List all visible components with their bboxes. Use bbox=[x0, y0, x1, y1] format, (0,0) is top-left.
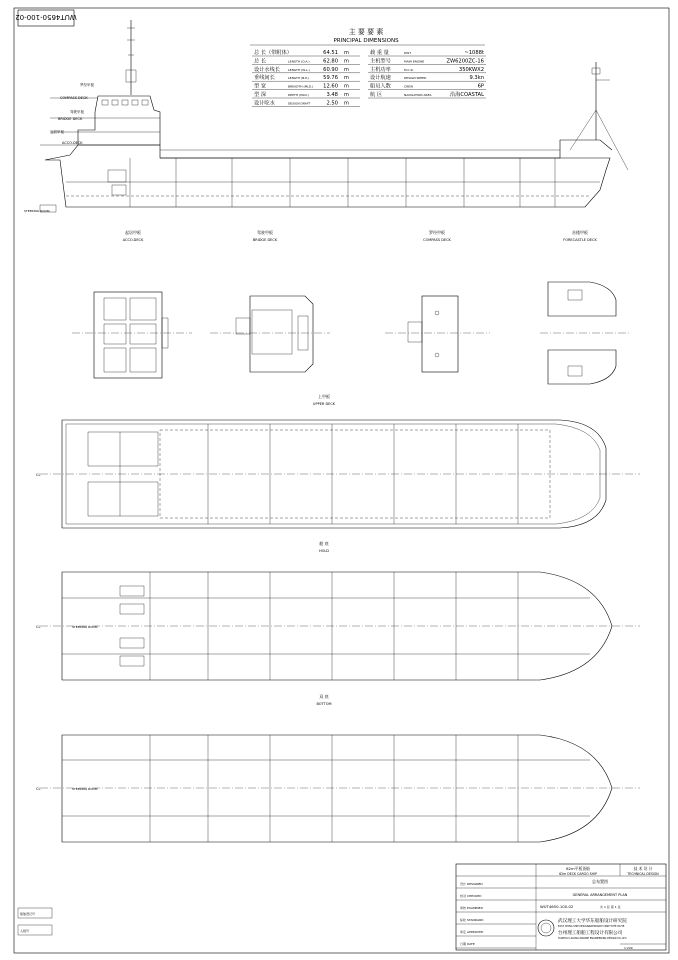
dim-right-value: 9.3kn bbox=[469, 75, 484, 82]
dim-left-value: 3.48 bbox=[326, 92, 338, 98]
dim-left-label: 总 长（带附体） bbox=[254, 50, 292, 56]
title-left-row: 校对 CHECKED bbox=[460, 894, 482, 898]
upper-deck-plan bbox=[36, 420, 640, 528]
upper-deck-title-cn: 上甲板 bbox=[318, 394, 330, 399]
dim-left-label: 型 深 bbox=[254, 92, 267, 98]
ship-name-en: 62m DECK CARGO SHIP bbox=[559, 872, 597, 876]
acco-deck-plan-title-cn: 起居甲板 bbox=[125, 230, 141, 235]
dim-right-value: 6P bbox=[477, 83, 484, 90]
dim-right-label-en: DESIGN SPEED bbox=[404, 76, 427, 81]
title-left-row: 审核 EXAMINED bbox=[460, 906, 483, 910]
ship-name-cn: 62m平板货船 bbox=[566, 866, 590, 871]
dim-left-unit: m bbox=[344, 100, 349, 107]
dim-left-label: 设计水线长 bbox=[254, 66, 280, 73]
bottom-title: BOTTOM bbox=[316, 702, 332, 706]
dim-left-value: 2.50 bbox=[326, 100, 338, 107]
design-stage-cn: 技 术 设 计 bbox=[633, 866, 653, 871]
bridge-deck-plan-title-cn: 驾驶甲板 bbox=[257, 230, 273, 235]
principal-dimensions-title-en: PRINCIPAL DIMENSIONS bbox=[333, 38, 399, 44]
bridge-deck-label: BRIDGE DECK bbox=[58, 117, 83, 121]
dim-left-unit: m bbox=[344, 58, 349, 65]
margin-stamp-2: 入级号 bbox=[20, 929, 30, 933]
dim-right-value: ZW6200ZC-16 bbox=[446, 58, 484, 65]
dim-right-label-en: MAIN ENGINE bbox=[404, 59, 425, 64]
dim-right-value: 350KWX2 bbox=[458, 66, 484, 73]
title-block bbox=[456, 864, 666, 950]
dim-left-value: 62.80 bbox=[323, 58, 338, 65]
dim-left-value: 12.60 bbox=[323, 83, 338, 90]
dim-left-value: 59.76 bbox=[323, 75, 338, 82]
dim-left-label-en: LENGTH (B.P.) bbox=[288, 76, 309, 81]
dim-right-label-en: CREW bbox=[404, 84, 414, 89]
sheet-info: 共 1 张 第 1 张 bbox=[600, 905, 621, 909]
hold-cl-mark: CL bbox=[36, 625, 41, 629]
forecastle-deck-plan-title: FORECASTLE DECK bbox=[563, 238, 597, 242]
compass-deck-label: COMPASS DECK bbox=[60, 96, 88, 100]
profile-view bbox=[24, 20, 628, 213]
hold-title-cn: 舱 底 bbox=[319, 541, 329, 546]
bridge-deck-label-cn: 驾驶甲板 bbox=[70, 110, 84, 114]
title-left-row: 设计 DESIGNED bbox=[460, 882, 483, 886]
dim-right-label: 主机型号 bbox=[370, 58, 391, 65]
dim-left-value: 60.90 bbox=[323, 66, 338, 73]
hold-steering-label: STEERING ROOM bbox=[72, 625, 98, 629]
principal-dimensions-title-cn: 主 要 要 素 bbox=[348, 28, 384, 36]
compass-deck-plan bbox=[385, 229, 490, 372]
dim-left-label-en: DESIGN DRAFT bbox=[288, 101, 311, 106]
accommodation-deck-plan bbox=[72, 229, 192, 378]
drawing-title-cn: 总布置图 bbox=[592, 879, 608, 884]
dim-left-label: 垂线间长 bbox=[254, 75, 275, 82]
dim-left-label-en: LENGTH (W.L.) bbox=[288, 67, 310, 72]
acco-deck-plan-title: ACCO.DECK bbox=[122, 238, 144, 242]
dim-right-label-en: NAVIGATION AREA bbox=[404, 93, 432, 97]
dim-right-label: 载 重 量 bbox=[370, 50, 389, 56]
dim-left-label: 型 宽 bbox=[254, 83, 267, 90]
title-left-row: 日期 DATE bbox=[460, 942, 475, 946]
profile-steering-label: STEERING ROOM bbox=[24, 209, 50, 213]
dim-left-unit: m bbox=[344, 92, 349, 98]
hold-title: HOLD bbox=[318, 549, 330, 553]
company2-en: TAIZHOU LIGONG MARINE ENGINEERING DESIGN CO.,LTD bbox=[558, 937, 627, 940]
company-logo bbox=[538, 920, 554, 936]
dim-right-label: 主机功率 bbox=[370, 66, 391, 73]
bridge-deck-plan-title: BRIDGE DECK bbox=[252, 238, 278, 242]
company1-cn: 武汉理工大学华东船舶设计研究院 bbox=[558, 919, 627, 924]
dim-left-label: 设计吃水 bbox=[254, 100, 275, 107]
title-drawing-number: WUT4650-100-02 bbox=[540, 904, 574, 909]
dim-left-value: 64.51 bbox=[323, 50, 338, 56]
drawing-border bbox=[14, 8, 669, 953]
dim-left-unit: m bbox=[344, 83, 349, 90]
title-left-row: 标检 STANDARD bbox=[460, 918, 484, 922]
dim-left-label-en: LENGTH (O.A.) bbox=[288, 59, 310, 64]
compass-deck-plan-title: COMPASS DECK bbox=[423, 238, 451, 242]
bottom-steering-label: STEERING ROOM bbox=[72, 787, 98, 791]
company2-cn: 台州理工船舶工程设计有限公司 bbox=[558, 931, 623, 936]
acco-deck-label: ACCO.DECK bbox=[62, 141, 83, 145]
dim-right-label: 航 区 bbox=[370, 92, 383, 98]
left-margin-stamps bbox=[18, 908, 52, 935]
dim-right-label-en: M.C.R. bbox=[404, 67, 414, 72]
dim-right-value: ~1088t bbox=[464, 50, 484, 56]
dim-right-label: 船员人数 bbox=[370, 83, 391, 90]
bridge-deck-plan bbox=[210, 229, 330, 372]
upper-deck-title: UPPER DECK bbox=[312, 402, 336, 406]
dim-left-label: 总 长 bbox=[254, 58, 267, 65]
forecastle-deck-plan-title-cn: 首楼甲板 bbox=[572, 230, 588, 235]
dim-right-label-en: DWT bbox=[404, 51, 412, 55]
design-stage-en: TECHNICAL DESIGN bbox=[627, 872, 659, 876]
dim-left-unit: m bbox=[344, 75, 349, 82]
scale: 1:200 bbox=[624, 946, 633, 950]
dim-left-unit: m bbox=[344, 66, 349, 73]
dim-left-label-en: BREADTH (MLD.) bbox=[288, 84, 314, 89]
dim-left-label-en: DEPTH (MLD.) bbox=[288, 93, 309, 97]
title-left-row: 审定 APPROVED bbox=[460, 930, 484, 934]
dim-left-unit: m bbox=[344, 50, 349, 56]
compass-deck-label-cn: 罗经甲板 bbox=[80, 83, 94, 87]
drawing-number-top: WUT4650-100-02 bbox=[15, 13, 77, 21]
dim-right-label: 设计航速 bbox=[370, 75, 391, 82]
acco-deck-label-cn: 起居甲板 bbox=[50, 130, 64, 134]
hold-plan bbox=[36, 572, 640, 680]
company1-en: EAST CHINA SHIP DESIGN&RESEARCH INSTITUTE WUTE bbox=[558, 925, 625, 928]
principal-dimensions-table bbox=[250, 27, 486, 106]
upper-deck-cl-mark: CL bbox=[36, 473, 41, 477]
compass-deck-plan-title-cn: 罗经甲板 bbox=[429, 230, 445, 235]
dim-right-value: 沿海COASTAL bbox=[449, 92, 484, 98]
bottom-cl-mark: CL bbox=[36, 787, 41, 791]
margin-stamp-1: 船舶登记号 bbox=[20, 912, 36, 916]
drawing-title-en: GENERAL ARRANGEMENT PLAN bbox=[572, 893, 628, 897]
forecastle-deck-plan bbox=[540, 229, 630, 384]
bottom-title-cn: 双 底 bbox=[319, 694, 329, 699]
bottom-plan bbox=[36, 735, 640, 842]
